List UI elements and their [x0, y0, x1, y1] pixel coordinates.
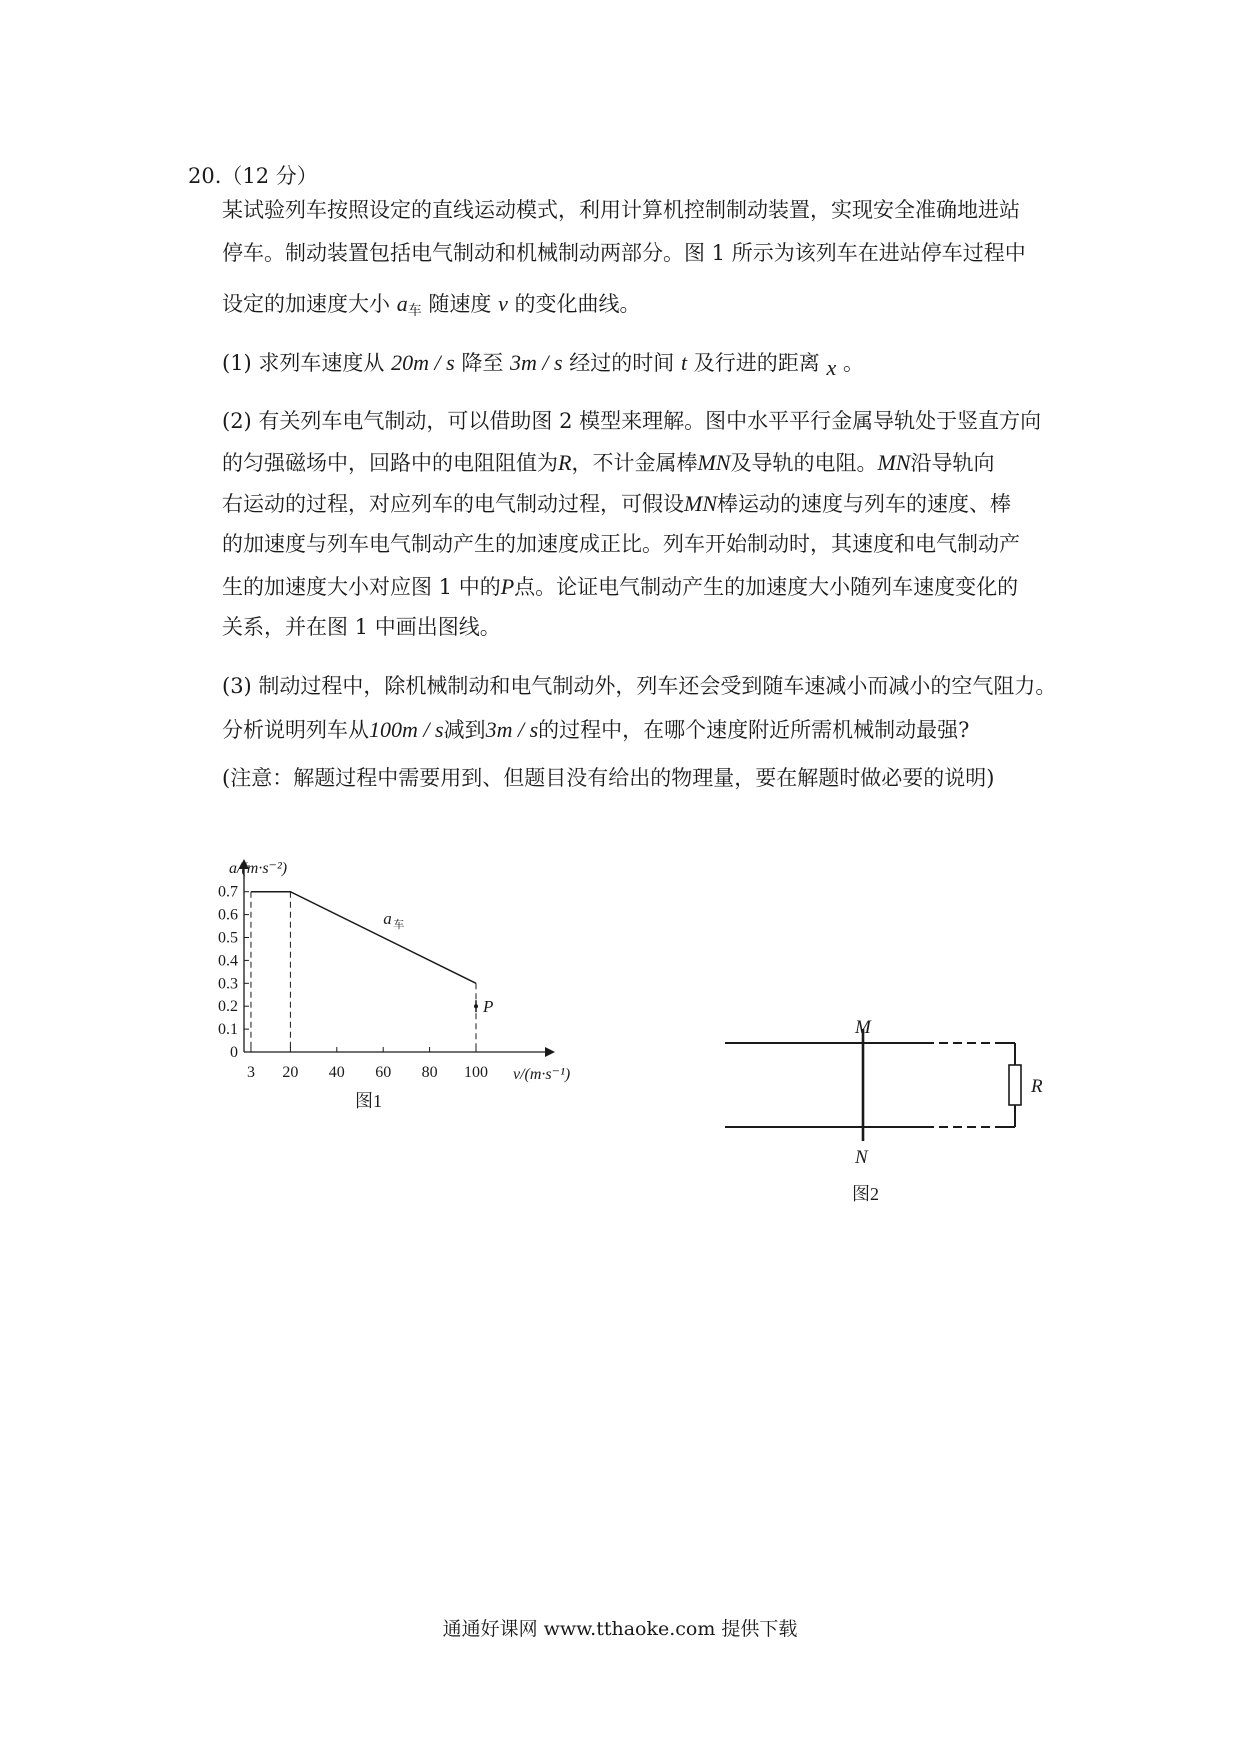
- x-tick-label: 40: [328, 1064, 345, 1081]
- figure-1-chart: [215, 855, 635, 1155]
- part-2-line-3: 右运动的过程，对应列车的电气制动过程，可假设MN棒运动的速度与列车的速度、棒: [222, 491, 1011, 516]
- x-tick-label: 3: [246, 1064, 255, 1081]
- part-1: (1) 求列车速度从 20m / s 降至 3m / s 经过的时间 t 及行进的距离 x 。: [222, 350, 864, 380]
- part-3-line-1: (3) 制动过程中，除机械制动和电气制动外，列车还会受到随车速减小而减小的空气阻力。: [222, 674, 1057, 698]
- y-tick-label: 0.1: [218, 1021, 238, 1039]
- y-tick-label: 0: [230, 1044, 238, 1061]
- y-tick-label: 0.7: [218, 883, 238, 901]
- x-axis-label: v/(m·s⁻¹): [513, 1066, 571, 1083]
- figure-2-diagram: [725, 1005, 1145, 1205]
- figure-2-caption: 图2: [852, 1184, 879, 1204]
- label-R: R: [1031, 1076, 1043, 1097]
- intro-line-2: 停车。制动装置包括电气制动和机械制动两部分。图 1 所示为该列车在进站停车过程中: [222, 241, 1026, 265]
- x-tick-label: 80: [421, 1064, 438, 1081]
- y-tick-label: 0.2: [218, 998, 238, 1016]
- x-tick-label: 100: [464, 1064, 488, 1081]
- x-tick-label: 60: [375, 1064, 392, 1081]
- y-tick-label: 0.3: [218, 975, 238, 993]
- part-2-line-6: 关系，并在图 1 中画出图线。: [222, 615, 501, 639]
- y-tick-label: 0.4: [218, 952, 238, 970]
- resistor: [1009, 1065, 1021, 1105]
- label-N: N: [855, 1147, 868, 1168]
- series-line-a-car: [251, 892, 476, 984]
- series-label: a: [383, 908, 392, 928]
- y-tick-label: 0.6: [218, 906, 238, 924]
- footer: 通通好课网 www.tthaoke.com 提供下载: [442, 1618, 798, 1640]
- intro-line-1: 某试验列车按照设定的直线运动模式，利用计算机控制制动装置，实现安全准确地进站: [222, 198, 1020, 222]
- series-label-sub: 车: [393, 918, 405, 931]
- part-2-line-1: (2) 有关列车电气制动，可以借助图 2 模型来理解。图中水平平行金属导轨处于竖直方向: [222, 409, 1042, 433]
- figure-1-caption: 图1: [355, 1091, 382, 1111]
- symbol-a-sub: 车: [407, 303, 422, 319]
- part-2-line-2: 的匀强磁场中，回路中的电阻阻值为R，不计金属棒MN及导轨的电阻。MN沿导轨向: [222, 450, 995, 475]
- y-axis-label: a/(m·s⁻²): [229, 860, 288, 877]
- part-2-line-5: 生的加速度大小对应图 1 中的P点。论证电气制动产生的加速度大小随列车速度变化的: [222, 574, 1019, 599]
- x-tick-label: 20: [282, 1064, 299, 1081]
- note-line: (注意：解题过程中需要用到、但题目没有给出的物理量，要在解题时做必要的说明): [222, 766, 995, 790]
- symbol-a: a: [396, 291, 408, 316]
- part-2-line-4: 的加速度与列车电气制动产生的加速度成正比。列车开始制动时，其速度和电气制动产: [222, 532, 1020, 556]
- point-P-label: P: [483, 997, 494, 1017]
- x-axis-arrow: [545, 1047, 555, 1057]
- part-3-line-2: 分析说明列车从100m / s减到3m / s的过程中，在哪个速度附近所需机械制动最强?: [222, 717, 970, 742]
- symbol-v: v: [498, 291, 508, 316]
- intro-line-3: 设定的加速度大小 $a_车$ 随速度 v 的变化曲线。: [222, 291, 641, 319]
- question-number: 20.（12 分）: [188, 164, 318, 188]
- label-M: M: [855, 1017, 871, 1038]
- y-tick-label: 0.5: [218, 929, 238, 947]
